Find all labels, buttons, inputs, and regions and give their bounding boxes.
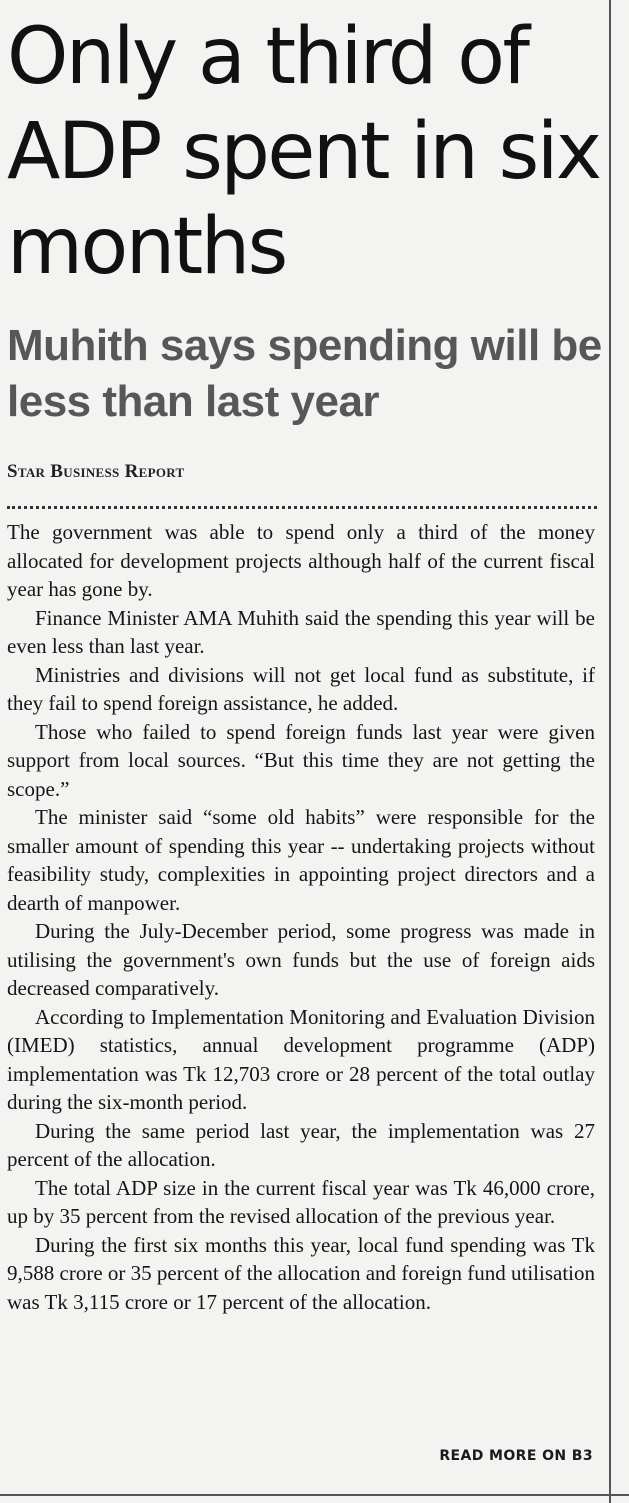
- paragraph: The government was able to spend only a third of the money allocated for development projects although half of the current fiscal year has gone by.: [7, 520, 595, 601]
- paragraph: During the July-December period, some progress was made in utilising the government's own funds but the use of foreign aids decreased comparatively.: [7, 919, 595, 1000]
- paragraph: Those who failed to spend foreign funds last year were given support from local sources. “But this time they are not getting the scope.”: [7, 719, 595, 801]
- paragraph: During the same period last year, the implementation was 27 percent of the allocation.: [7, 1118, 595, 1171]
- paragraph: Finance Minister AMA Muhith said the spending this year will be even less than last year.: [7, 605, 595, 658]
- paragraph: The total ADP size in the current fiscal year was Tk 46,000 crore, up by 35 percent from the revised allocation of the previous year.: [7, 1175, 595, 1228]
- dotted-divider: [7, 506, 597, 509]
- paragraph: Ministries and divisions will not get local fund as substitute, if they fail to spend foreign assistance, he added.: [7, 662, 595, 715]
- bottom-rule: [0, 1494, 629, 1496]
- column-rule: [609, 0, 611, 1503]
- subheadline: Muhith says spending will be less than last year: [7, 321, 602, 426]
- read-more-link[interactable]: READ MORE ON B3: [439, 1448, 593, 1464]
- paragraph: The minister said “some old habits” were responsible for the smaller amount of spending this year -- undertaking projects without feasibility study, complexities in appointing project directors and a dearth of manpower.: [7, 805, 595, 915]
- byline: Star Business Report: [7, 461, 185, 482]
- headline: Only a third of ADP spent in six months: [7, 12, 600, 292]
- article-body: [7, 518, 595, 1316]
- paragraph: According to Implementation Monitoring and Evaluation Division (IMED) statistics, annual development programme (ADP) implementation was Tk 12,703 crore or 28 percent of the total outlay during the six-month period.: [7, 1004, 595, 1114]
- paragraph: During the first six months this year, local fund spending was Tk 9,588 crore or 35 percent of the allocation and foreign fund utilisation was Tk 3,115 crore or 17 percent of the allocation.: [7, 1232, 595, 1314]
